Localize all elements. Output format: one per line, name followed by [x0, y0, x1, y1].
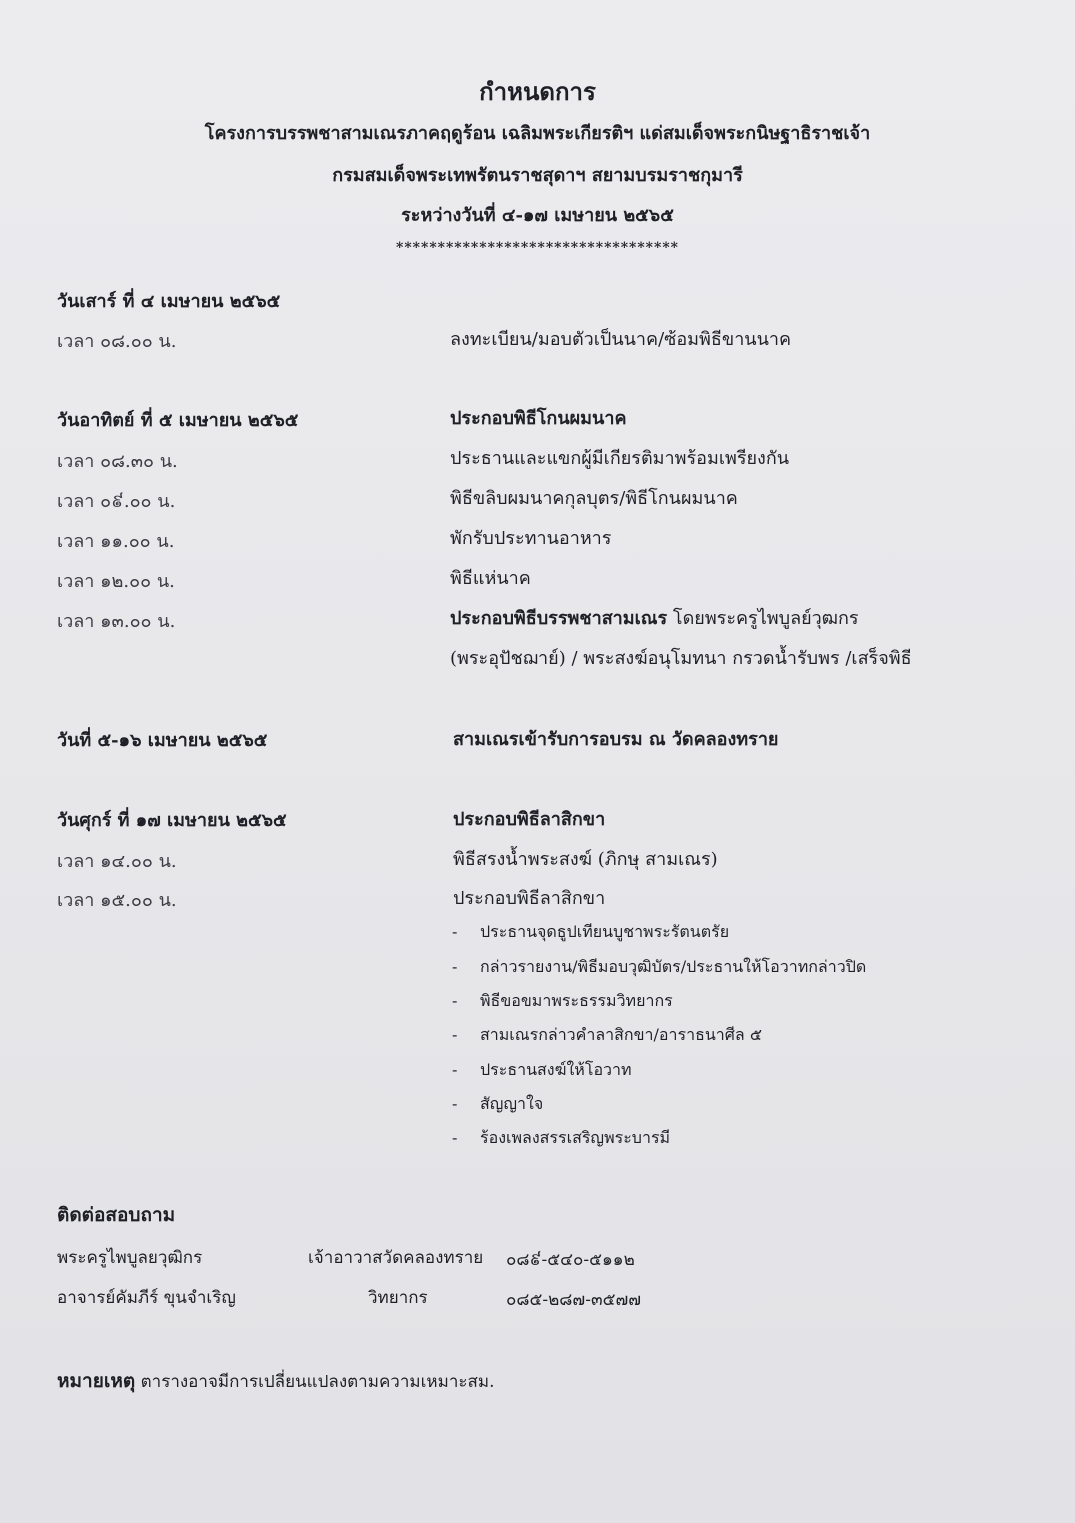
- note-label: หมายเหตุ: [57, 1370, 136, 1392]
- day1-time-1: เวลา ๐๘.๐๐ น.: [57, 331, 177, 352]
- bullet-item: - ประธานจุดธูปเทียนบูชาพระรัตนตรัย: [452, 922, 730, 941]
- contact-role-2: วิทยากร: [368, 1288, 428, 1308]
- day3-time-1: เวลา ๑๔.๐๐ น.: [57, 851, 177, 872]
- day2-activity-5-bold: ประกอบพิธีบรรพชาสามเณร: [450, 608, 668, 629]
- day2-activity-5-continuation: (พระอุปัชฌาย์) / พระสงฆ์อนุโมทนา กรวดน้ำรับพร /เสร็จพิธี: [450, 648, 912, 669]
- day3-activity-2: ประกอบพิธีลาสิกขา: [453, 888, 606, 909]
- day2-activity-5: [450, 603, 859, 632]
- separator-stars: **********************************: [396, 240, 679, 256]
- bullet-item: - กล่าวรายงาน/พิธีมอบวุฒิบัตร/ประธานให้โอวาทกล่าวปิด: [452, 957, 867, 976]
- day1-activity-1: ลงทะเบียน/มอบตัวเป็นนาค/ซ้อมพิธีขานนาค: [450, 329, 792, 350]
- day2-time-1: เวลา ๐๘.๓๐ น.: [57, 451, 178, 472]
- contact-name-2: อาจารย์คัมภีร์ ขุนจำเริญ: [57, 1288, 236, 1308]
- contact-name-1: พระครูไพบูลยวุฒิกร: [57, 1248, 203, 1268]
- contact-role-1: เจ้าอาวาสวัดคลองทราย: [308, 1248, 484, 1268]
- contact-phone-1: ๐๘៩-๕๔๐-๕๑๑๒: [506, 1250, 635, 1270]
- day3-label: วันศุกร์ ที่ ๑๗ เมษายน ๒๕๖๕: [57, 810, 287, 831]
- day2-time-4: เวลา ๑๒.๐๐ น.: [57, 571, 175, 592]
- day1-label: วันเสาร์ ที่ ๔ เมษายน ๒๕๖๕: [57, 291, 281, 312]
- contact-phone-2: ๐๘๕-๒๘๗-๓๕๗๗: [506, 1290, 642, 1310]
- day2-activity-4: พิธีแห่นาค: [450, 568, 531, 589]
- day3-heading: ประกอบพิธีลาสิกขา: [453, 809, 606, 830]
- day2-time-3: เวลา ๑๑.๐๐ น.: [57, 531, 175, 552]
- note-text: ตารางอาจมีการเปลี่ยนแปลงตามความเหมาะสม.: [135, 1372, 495, 1392]
- bullet-item: - ประธานสงฆ์ให้โอวาท: [452, 1060, 632, 1079]
- day2-activity-1: ประธานและแขกผู้มีเกียรติมาพร้อมเพรียงกัน: [450, 448, 790, 469]
- date-range: ระหว่างวันที่ ๔-๑๗ เมษายน ๒๕๖๕: [401, 205, 674, 226]
- day2-activity-3: พักรับประทานอาหาร: [450, 528, 612, 549]
- contact-heading: ติดต่อสอบถาม: [57, 1204, 176, 1226]
- document-title: กำหนดการ: [479, 77, 596, 106]
- day2-activity-2: พิธีขลิบผมนาคกุลบุตร/พิธีโกนผมนาค: [450, 488, 738, 509]
- bullet-item: - ร้องเพลงสรรเสริญพระบารมี: [452, 1128, 671, 1147]
- period-activity: สามเณรเข้ารับการอบรม ณ วัดคลองทราย: [453, 729, 779, 750]
- day2-activity-5-rest: โดยพระครูไพบูลย์วุฒกร: [667, 608, 859, 629]
- day3-activity-1: พิธีสรงน้ำพระสงฆ์ (ภิกษุ สามเณร): [453, 849, 718, 870]
- bullet-item: - สามเณรกล่าวคำลาสิกขา/อาราธนาศีล ๕: [452, 1025, 762, 1044]
- project-name-continued: กรมสมเด็จพระเทพรัตนราชสุดาฯ สยามบรมราชกุมารี: [332, 165, 743, 186]
- bullet-item: - พิธีขอขมาพระธรรมวิทยากร: [452, 991, 673, 1010]
- bullet-item: - สัญญาใจ: [452, 1094, 544, 1113]
- day2-label: วันอาทิตย์ ที่ ๕ เมษายน ๒๕๖๕: [57, 410, 299, 431]
- note: [57, 1366, 495, 1396]
- day3-time-2: เวลา ๑๕.๐๐ น.: [57, 890, 177, 911]
- day2-time-2: เวลา ๐៩.๐๐ น.: [57, 491, 176, 512]
- project-name: โครงการบรรพชาสามเณรภาคฤดูร้อน เฉลิมพระเกียรติฯ แด่สมเด็จพระกนิษฐาธิราชเจ้า: [204, 123, 871, 144]
- day2-time-5: เวลา ๑๓.๐๐ น.: [57, 611, 176, 632]
- day2-heading: ประกอบพิธีโกนผมนาค: [450, 408, 627, 429]
- period-label: วันที่ ๕-๑๖ เมษายน ๒๕๖๕: [57, 730, 268, 751]
